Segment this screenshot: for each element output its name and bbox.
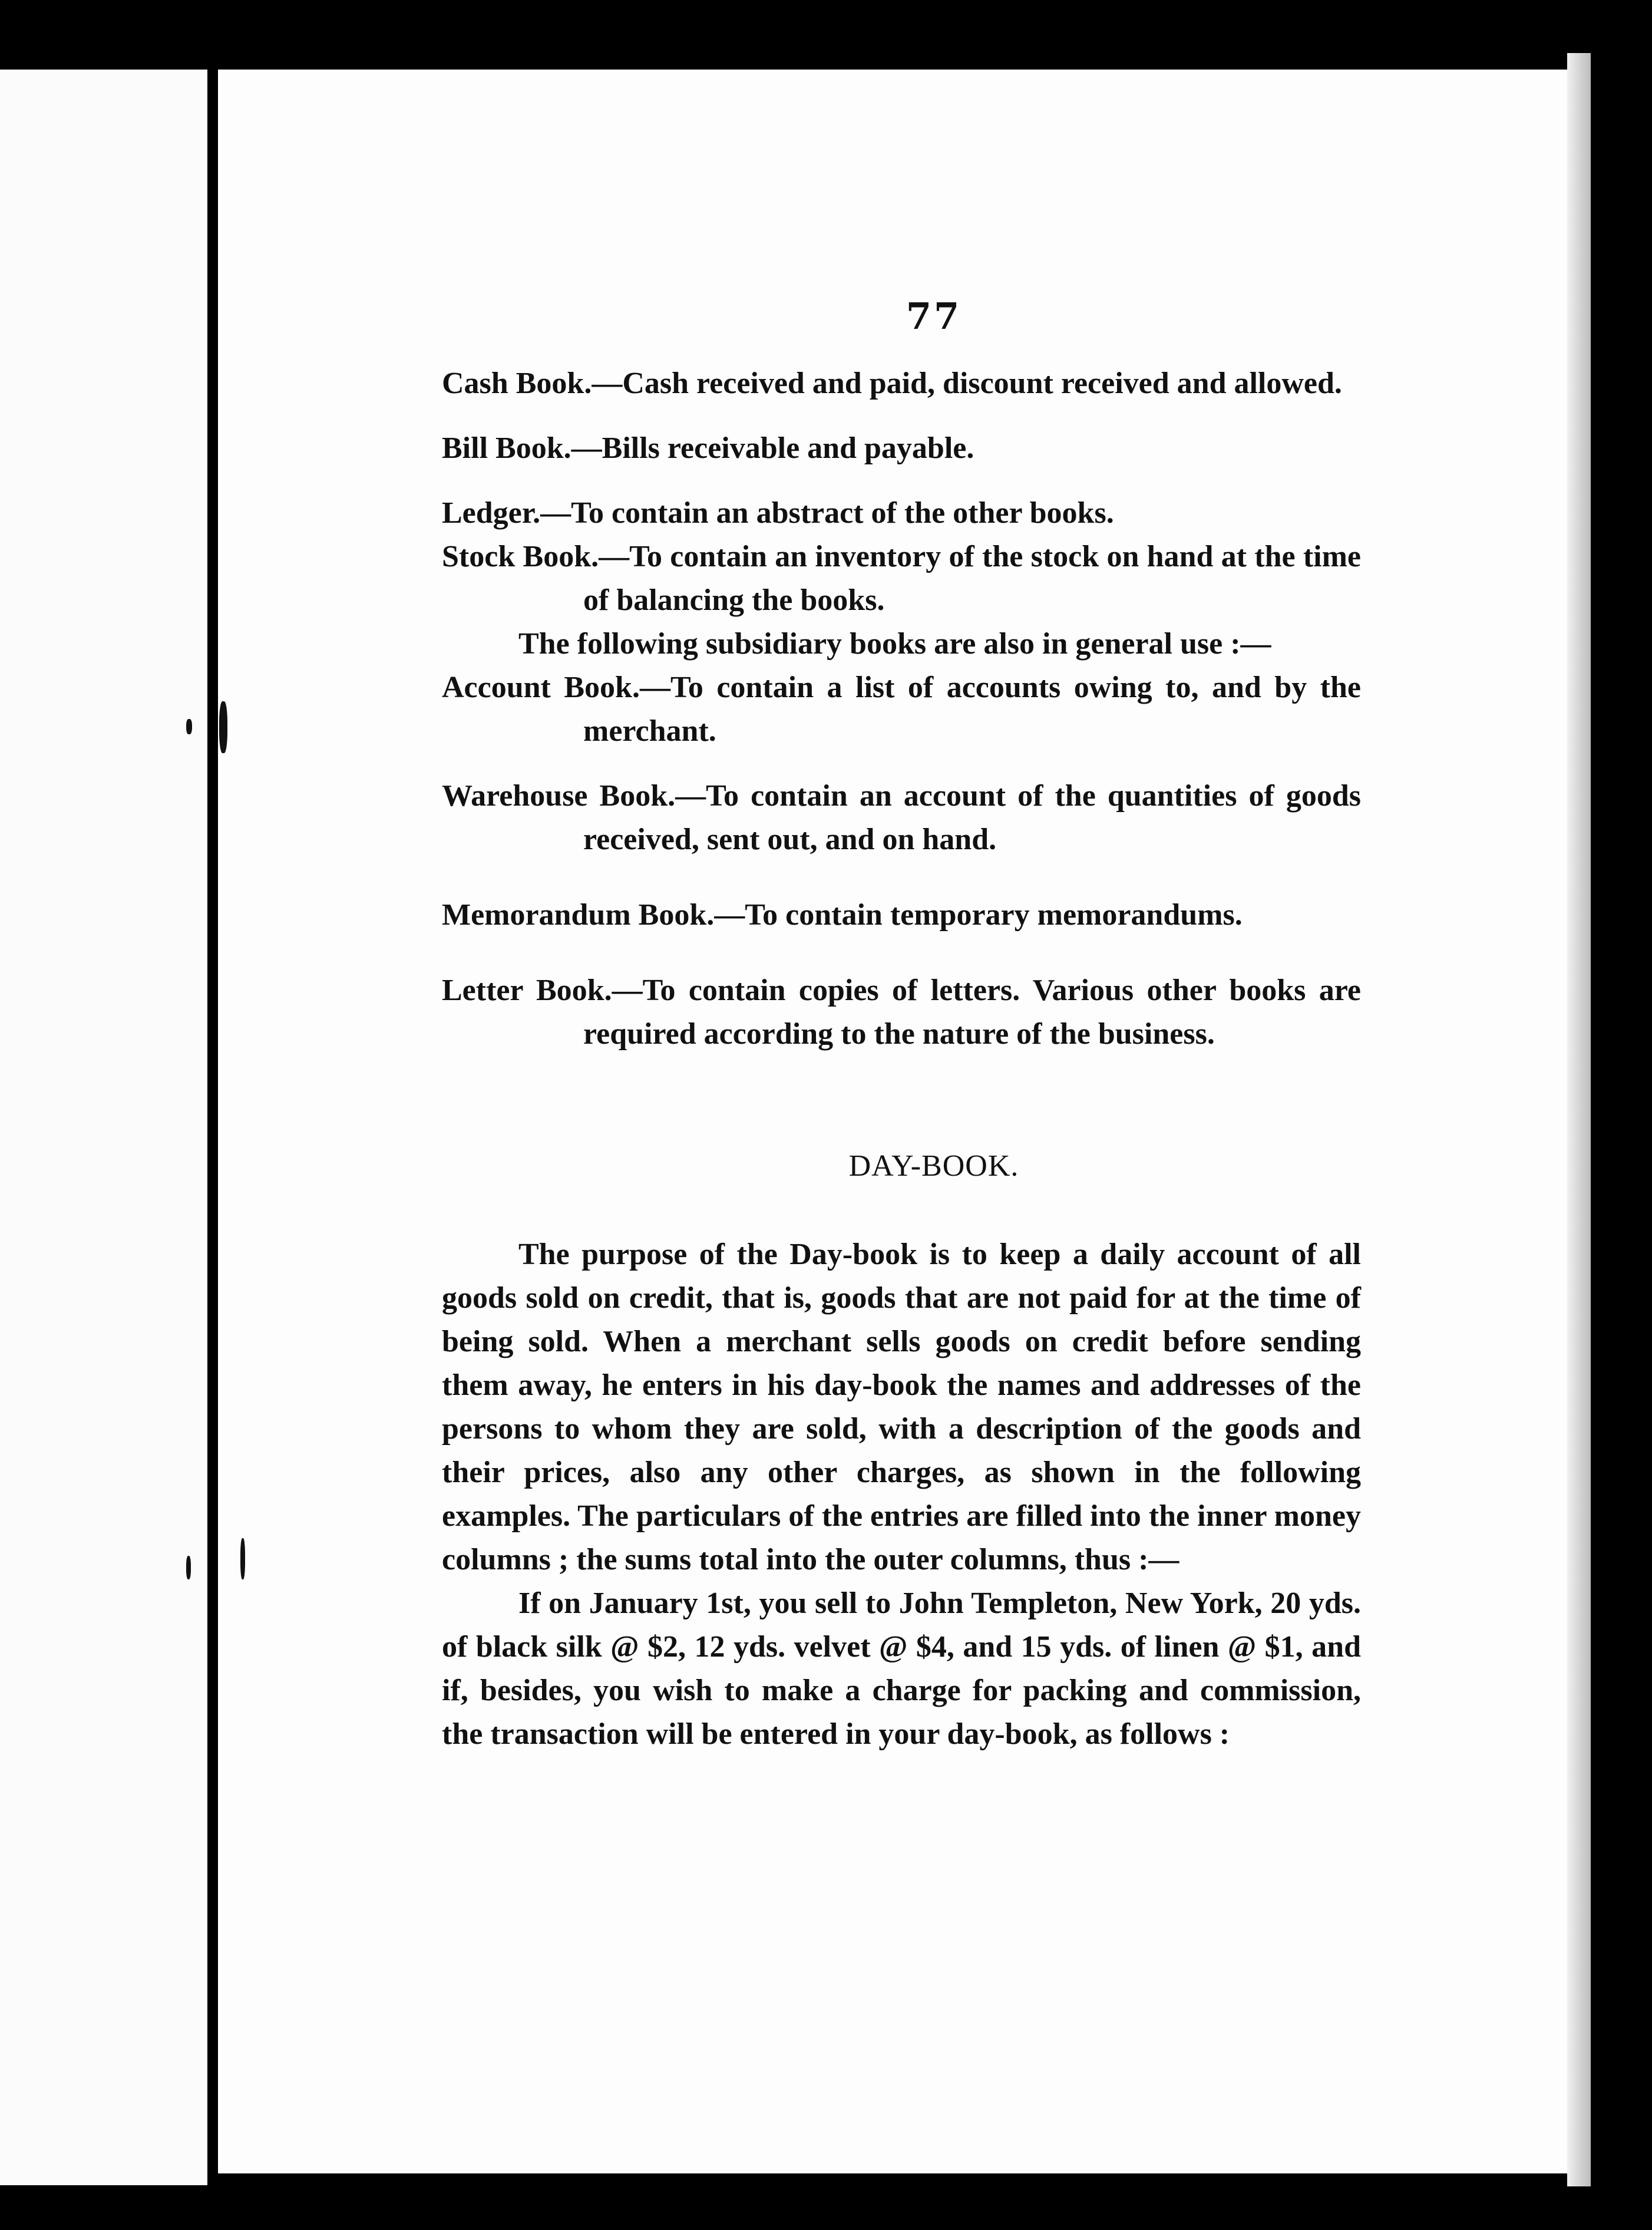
left-page-leaf [0, 70, 207, 2185]
entry-account-book: Account Book.—To contain a list of accounts owing to, and by the merchant. [442, 671, 1361, 748]
entry-bill-book: Bill Book.—Bills receivable and payable. [442, 431, 974, 465]
gutter-mark [240, 1538, 245, 1579]
book-spine [207, 0, 218, 2230]
page-text [442, 295, 1361, 1756]
gutter-mark [219, 701, 227, 753]
entry-ledger: Ledger.—To contain an abstract of the other books. [442, 496, 1114, 530]
entry-memorandum-book: Memorandum Book.—To contain temporary memorandums. [442, 898, 1243, 932]
paragraph-purpose: The purpose of the Day-book is to keep a daily account of all goods sold on credit, that is, goods that are not paid for at the time of being sold. When a merchant sells goods on credit before sending them away, he enters in his day-book the names and addresses of the persons to whom they are sold, with a description of the goods and their prices, also any other charges, as shown in the following examples. The particulars of the entries are filled into the inner money columns ; the sums total into the outer columns, thus :— [442, 1238, 1361, 1576]
entry-cash-book: Cash Book.—Cash received and paid, discount received and allowed. [442, 367, 1342, 400]
entry-stock-book: Stock Book.—To contain an inventory of the stock on hand at the time of balancing the books. [442, 540, 1361, 617]
section-heading: DAY-BOOK. [848, 1149, 1019, 1183]
subsidiary-intro: The following subsidiary books are also in general use :— [518, 627, 1271, 661]
page-number: 77 [906, 295, 962, 338]
entry-letter-book: Letter Book.—To contain copies of letters. Various other books are required according to the nature of the business. [442, 974, 1361, 1051]
page-edge [1567, 53, 1591, 2186]
paragraph-example: If on January 1st, you sell to John Templeton, New York, 20 yds. of black silk @ $2, 12 yds. velvet @ $4, and 15 yds. of linen @ $1, and if, besides, you wish to make a charge for packing and commission, the transaction will be entered in your day-book, as follows : [442, 1586, 1361, 1751]
gutter-mark [186, 719, 192, 734]
gutter-mark [186, 1556, 191, 1579]
entry-warehouse-book: Warehouse Book.—To contain an account of the quantities of goods received, sent out, and on hand. [442, 779, 1361, 856]
